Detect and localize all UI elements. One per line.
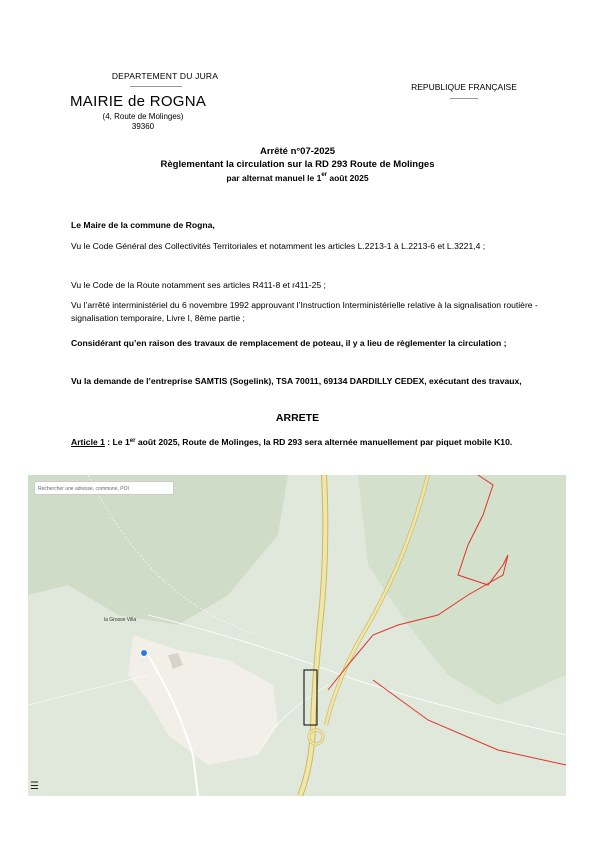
mairie-name: MAIRIE de ROGNA — [70, 93, 207, 110]
scale-icon[interactable]: ☰ — [30, 781, 39, 792]
header-divider — [130, 86, 182, 87]
mairie-address — [70, 112, 216, 132]
considerant: Considérant qu’en raison des travaux de remplacement de poteau, il y a lieu de règlementer la circulation ; — [71, 338, 507, 348]
arrete-heading: ARRETE — [275, 412, 320, 424]
republic-label: REPUBLIQUE FRANÇAISE — [411, 82, 517, 92]
republic-divider — [450, 98, 478, 99]
vu-code-route: Vu le Code de la Route notamment ses articles R411-8 et r411-25 ; — [71, 280, 326, 290]
map-canvas — [28, 475, 566, 796]
maire-statement: Le Maire de la commune de Rogna, — [71, 220, 215, 230]
arrete-subject: Règlementant la circulation sur la RD 293 Route de Molinges — [160, 159, 435, 170]
map-pin-icon[interactable] — [141, 650, 148, 657]
vu-cgct: Vu le Code Général des Collectivités Territoriales et notamment les articles L.2213-1 à L.2213-6 et L.3221,4 ; — [71, 241, 486, 251]
article-1: Article 1 : Le 1er août 2025, Route de Molinges, la RD 293 sera alternée manuellement par piquet mobile K10. — [71, 437, 513, 447]
address-postcode: 39360 — [131, 122, 155, 131]
location-map[interactable] — [28, 475, 566, 796]
arrete-number: Arrêté n°07-2025 — [259, 146, 336, 157]
map-search-input[interactable]: Rechercher une adresse, commune, POI — [34, 481, 174, 495]
vu-arrete-1992: Vu l’arrêté interministériel du 6 novembre 1992 approuvant l’Instruction Interministérielle relative à la signalisation routière - signalisation temporaire, Livre I, 8ème partie ; — [71, 300, 538, 323]
article-1-label: Article 1 — [71, 437, 105, 447]
map-place-label: la Grosse Villa — [104, 617, 137, 623]
vu-demande: Vu la demande de l’entreprise SAMTIS (Sogelink), TSA 70011, 69134 DARDILLY CEDEX, exécutant des travaux, — [71, 376, 522, 386]
arrete-date: par alternat manuel le 1er août 2025 — [226, 172, 369, 183]
department-name: DEPARTEMENT DU JURA — [111, 71, 219, 81]
address-street: (4, Route de Molinges) — [102, 112, 184, 121]
